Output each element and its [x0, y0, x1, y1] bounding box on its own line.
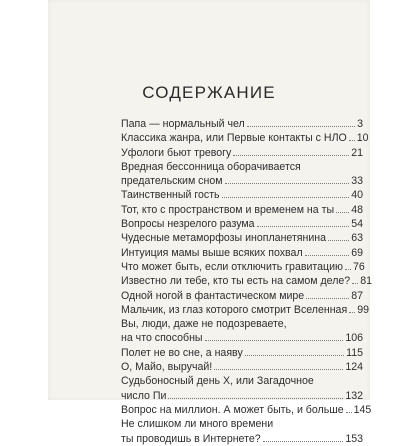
toc-entry-line: [121, 217, 363, 231]
toc-entry-title: на что способны: [121, 332, 203, 345]
toc-entry-title: ты проводишь в Интернете?: [121, 432, 261, 445]
toc-entry-title: Полет не во сне, а наяву: [121, 346, 243, 359]
toc-entry: [121, 131, 369, 145]
toc-entry: [121, 260, 363, 274]
toc-entry: [121, 303, 369, 317]
toc-entry-line: [121, 188, 363, 202]
toc-entry-title: Известно ли тебе, кто ты есть на самом деле?: [121, 275, 351, 288]
toc-page-number: 21: [351, 146, 363, 159]
toc-entry-title: Папа — нормальный чел: [121, 118, 245, 130]
toc-page-number: 115: [346, 346, 363, 359]
toc-page-number: 76: [352, 260, 365, 273]
dot-leader: [305, 255, 350, 256]
dot-leader: [349, 140, 355, 141]
book-page: [48, 0, 372, 445]
toc-entry-title: Мальчик, из глаз которого смотрит Вселенная: [121, 303, 348, 316]
toc-page-number: 99: [357, 303, 369, 316]
dot-leader: [349, 312, 355, 313]
toc-entry-line: [121, 274, 372, 288]
toc-entry: [121, 188, 363, 202]
toc-entry-line: [121, 389, 363, 403]
toc-entry-line: [121, 360, 363, 374]
toc-entry-title: предательским сном: [121, 175, 223, 188]
toc-entry-line: [121, 331, 363, 345]
toc-entry-title: Что может быть, если отключить гравитацию: [121, 260, 343, 273]
toc-entry-title: Одной ногой в фантастическом мире: [121, 289, 305, 302]
table-of-contents: [121, 117, 372, 446]
toc-entry-line: [121, 303, 369, 317]
toc-page-number: 87: [351, 289, 363, 302]
toc-entry: [121, 417, 363, 446]
toc-page-number: 124: [345, 361, 363, 374]
toc-entry-line: [121, 374, 363, 388]
toc-entry-title: Уфологи бьют тревогу: [121, 146, 232, 159]
toc-entry: [121, 146, 363, 160]
dot-leader: [352, 283, 358, 284]
toc-entry-line: [121, 260, 363, 274]
dot-leader: [306, 298, 349, 299]
toc-entry-line: [121, 131, 369, 145]
dot-leader: [345, 269, 351, 270]
toc-page-number: 132: [345, 389, 363, 402]
toc-entry-line: [121, 289, 363, 303]
toc-entry-line: [121, 117, 363, 131]
toc-entry-title: Интуиция мамы выше всяких похвал: [121, 246, 303, 259]
dot-leader: [247, 126, 355, 127]
toc-entry: [121, 346, 363, 360]
toc-entry-line: [121, 203, 363, 217]
toc-entry-title: Вопрос на миллион. А может быть, и больше: [121, 403, 344, 416]
dot-leader: [257, 226, 350, 227]
toc-page-number: 63: [351, 232, 363, 245]
dot-leader: [222, 197, 350, 198]
toc-page-number: 3: [357, 118, 363, 130]
toc-entry-line: [121, 174, 363, 188]
toc-entry: [121, 246, 363, 260]
toc-entry-title: Классика жанра, или Первые контакты с НЛО: [121, 132, 347, 145]
dot-leader: [328, 240, 349, 241]
toc-entry: [121, 203, 363, 217]
dot-leader: [214, 369, 343, 370]
toc-entry-line: [121, 146, 363, 160]
toc-entry: [121, 374, 363, 403]
toc-title: СОДЕРЖАНИЕ: [142, 83, 276, 102]
dot-leader: [225, 183, 350, 184]
toc-page-number: 145: [353, 403, 372, 416]
toc-entry-title: Вредная бессонница оборачивается: [121, 160, 301, 173]
dot-leader: [245, 355, 344, 356]
toc-page-number: 33: [351, 175, 363, 188]
toc-entry-title: Судьбоносный день X, или Загадочное: [121, 375, 314, 388]
toc-entry: [121, 117, 363, 131]
toc-page-number: 40: [351, 189, 363, 202]
toc-entry-title: Вы, люди, даже не подозреваете,: [121, 318, 287, 331]
toc-entry-title: Тот, кто с пространством и временем на ты: [121, 203, 335, 216]
toc-entry: [121, 274, 372, 288]
dot-leader: [336, 212, 349, 213]
toc-page-number: 54: [351, 218, 363, 231]
toc-page-number: 69: [351, 246, 363, 259]
toc-entry-title: Не слишком ли много времени: [121, 418, 274, 431]
toc-page-number: 153: [345, 432, 363, 445]
toc-entry-title: число Пи: [121, 389, 167, 402]
toc-page-number: 81: [360, 275, 372, 288]
dot-leader: [346, 412, 352, 413]
toc-entry: [121, 231, 363, 245]
dot-leader: [263, 441, 344, 442]
toc-entry-line: [121, 417, 363, 431]
toc-entry: [121, 289, 363, 303]
toc-page-number: 106: [345, 332, 363, 345]
toc-entry-title: Вопросы незрелого разума: [121, 218, 255, 231]
dot-leader: [233, 155, 349, 156]
toc-entry-line: [121, 346, 363, 360]
toc-entry: [121, 217, 363, 231]
toc-entry-line: [121, 432, 363, 446]
toc-entry-line: [121, 403, 372, 417]
toc-entry-title: Чудесные метаморфозы инопланетянина: [121, 232, 327, 245]
toc-entry-title: О, Майо, выручай!: [121, 361, 213, 374]
toc-entry-line: [121, 317, 363, 331]
toc-page-number: 10: [356, 132, 369, 145]
toc-entry: [121, 360, 363, 374]
dot-leader: [205, 340, 344, 341]
toc-page-number: 48: [351, 203, 363, 216]
toc-entry-line: [121, 231, 363, 245]
toc-entry-line: [121, 246, 363, 260]
toc-entry: [121, 317, 363, 346]
dot-leader: [168, 398, 343, 399]
toc-entry: [121, 160, 363, 189]
toc-entry-line: [121, 160, 363, 174]
toc-entry-title: Таинственный гость: [121, 189, 220, 202]
toc-entry: [121, 403, 372, 417]
